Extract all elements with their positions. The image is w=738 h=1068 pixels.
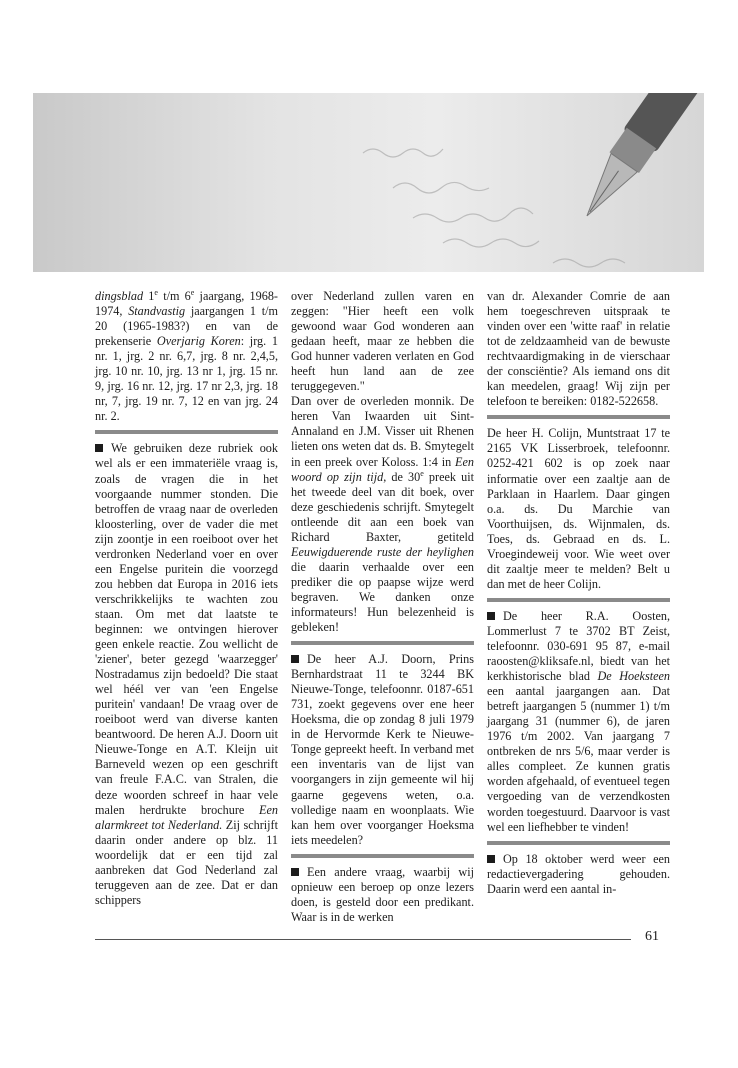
footer-rule bbox=[95, 939, 631, 940]
separator-bar bbox=[487, 841, 670, 845]
italic-title-text: De Hoeksteen bbox=[597, 669, 670, 684]
paragraph-col1-1 bbox=[95, 289, 278, 424]
superscript-text: e bbox=[154, 287, 158, 297]
square-bullet-icon bbox=[291, 655, 299, 663]
body-text: Zij schrijft daarin onder andere op blz. 11 woordelijk dat er een tijd zal aanbreken dat God Nederland zal teruggeven aan de zee. Dat er dan schippers bbox=[95, 817, 278, 907]
body-text: De heer R.A. Oosten, Lommerlust 7 te 3702 BT Zeist, telefoonnr. 030-691 95 87, e-mail raoosten@kliksafe.nl, biedt van het kerkhistorische blad bbox=[487, 608, 670, 684]
square-bullet-icon bbox=[95, 444, 103, 452]
paragraph-col3-4 bbox=[487, 852, 670, 897]
paragraph-col2-4 bbox=[291, 865, 474, 925]
separator-bar bbox=[487, 598, 670, 602]
body-text: Een andere vraag, waarbij wij opnieuw een beroep op onze lezers doen, is gesteld door een predikant. Waar is in de werken bbox=[291, 864, 474, 924]
header-image-fountain-pen bbox=[33, 93, 704, 272]
body-text: van dr. Alexander Comrie de aan hem toegeschreven uitspraak te vinden over een 'witte raaf' in relatie tot de zeldzaamheid van de bewuste rechtvaardigmaking in de vierschaar der consciëntie? Als iemand ons dit kan meedelen, graag! Wij zijn per telefoon te bereiken: 0182-522658. bbox=[487, 289, 670, 409]
square-bullet-icon bbox=[487, 855, 495, 863]
italic-title-text: Overjarig Koren bbox=[156, 334, 241, 349]
separator-bar bbox=[487, 415, 670, 419]
italic-title-text: Eeuwigduerende ruste der heylighen bbox=[291, 544, 474, 559]
body-text: 1 bbox=[143, 289, 155, 303]
body-text: Dan over de overleden monnik. De heren Van Iwaarden uit Sint-Annaland en J.M. Visser uit Rhenen lieten ons weten dat ds. B. Smytegelt in een preek over Koloss. 1:4 in bbox=[291, 394, 474, 469]
body-text: die daarin verhaalde over een prediker die op paapse wijze werd begraven. We danken onze informateurs! Hun belezenheid is gebleken! bbox=[291, 559, 474, 635]
superscript-text: e bbox=[190, 287, 195, 297]
paragraph-col2-3 bbox=[291, 652, 474, 848]
body-text: preek uit het tweede deel van dit boek, over deze geschiedenis schrijft. Smytegelt ontleende dit aan een boek van Richard Baxter, getiteld bbox=[291, 469, 474, 544]
body-text: jaargang, 1968-1974, bbox=[95, 289, 278, 319]
paragraph-col3-3 bbox=[487, 609, 670, 835]
column-3 bbox=[487, 289, 670, 897]
superscript-text: e bbox=[420, 468, 424, 478]
body-text: een aantal jaargangen aan. Dat betreft jaargangen 5 (nummer 1) t/m jaargang 31 (nummer 6), de jaren 1976 t/m 2002. Van jaargang 7 ontbreken de nrs 5/6, maar verder is alles compleet. Ze kunnen gratis worden afgehaald, of eventueel tegen vergoeding van de verzendkosten worden toegestuurd. Daarvoor is vast wel een liefhebber te vinden! bbox=[487, 684, 670, 834]
paragraph-col1-2 bbox=[95, 441, 278, 907]
body-text: : jrg. 1 nr. 1, jrg. 2 nr. 6,7, jrg. 8 nr. 2,4,5, jrg. 10 nr. 10, jrg. 13 nr 1, jrg. 15 nr. 9, jrg. 16 nr. 12, jrg. 17 nr 2,3, jrg. 18 nr, 7, jrg. 19 nr. 7, 12 en van jrg. 24 nr. 2. bbox=[95, 334, 278, 424]
italic-title-text: Een alarmkreet tot Nederland. bbox=[95, 802, 278, 832]
body-text: , de 30 bbox=[383, 469, 421, 484]
body-text: over Nederland zullen varen en zeggen: "Hier heeft een volk gewoond waar God wonderen aan gedaan heeft, maar ze hebben die God hunner vaderen verlaten en God heeft hun land aan de zee teruggegeven." bbox=[291, 289, 474, 394]
paragraph-col2-2 bbox=[291, 394, 474, 635]
body-text: We gebruiken deze rubriek ook wel als er een immateriële vraag is, zoals de vragen die in het voorgaande nummer stonden. Die betroffen de vraag naar de overleden kloosterling, over de vader die met zijn zoontje in een roeiboot over het verdronken Nederland voer en over een Engelse puritein die voorzegd zou hebben dat Europa in 2016 iets verschrikkelijks te wachten zou staan. Om met dat laatste te beginnen: we ontvingen hierover geen enkele reactie. Zou wellicht de 'ziener', beter gezegd 'waarzegger' Nostradamus zijn bedoeld? Die staat wel héél ver van 'een Engelse puritein' vandaan! De vraag over de roeiboot werd van diverse kanten beantwoord. De heren A.J. Doorn uit Nieuwe-Tonge en A.T. Kleijn uit Barneveld wezen op een geschrift van freule F.A.C. van Stralen, die deze woorden schreef in haar vele malen herdrukte brochure bbox=[95, 441, 278, 817]
separator-bar bbox=[291, 854, 474, 858]
body-text: De heer A.J. Doorn, Prins Bernhardstraat 11 te 3244 BK Nieuwe-Tonge, telefoonnr. 0187-651 731, zoekt gegevens over ene heer Hoeksma, die op zondag 8 juli 1979 in de Hervormde Kerk te Nieuwe-Tonge gepreekt heeft. In verband met een inventaris van de lijst van voorgangers in zijn gemeente wil hij gaarne gegevens weten, o.a. volledige naam en woonplaats. Wie kan hem over voorganger Hoeksma iets meedelen? bbox=[291, 652, 474, 847]
page-number: 61 bbox=[645, 929, 659, 944]
paragraph-col2-1 bbox=[291, 289, 474, 394]
square-bullet-icon bbox=[487, 612, 495, 620]
square-bullet-icon bbox=[291, 868, 299, 876]
paragraph-col3-1 bbox=[487, 289, 670, 409]
column-2 bbox=[291, 289, 474, 925]
body-text: t/m 6 bbox=[157, 289, 191, 303]
body-text: Op 18 oktober werd weer een redactievergadering gehouden. Daarin werd een aantal in- bbox=[487, 851, 670, 896]
body-text: De heer H. Colijn, Muntstraat 17 te 2165 VK Lisserbroek, telefoonnr. 0252-421 602 is op zoek naar informatie over een zaaltje aan de Parklaan in Haarlem. Daar gingen o.a. ds. Du Marchie van Voorthuijsen, ds. Wijnmalen, ds. Toes, ds. Gebraad en ds. L. Vroegindeweij voor. Wie weet over dit zaaltje meer te melden? Belt u dan met de heer Colijn. bbox=[487, 426, 670, 591]
paragraph-col3-2 bbox=[487, 426, 670, 592]
column-1 bbox=[95, 289, 278, 908]
body-text: jaargangen 1 t/m 20 (1965-1983?) en van de prekenserie bbox=[95, 304, 278, 349]
italic-title-text: dingsblad bbox=[95, 289, 144, 303]
pen-illustration bbox=[33, 93, 704, 272]
separator-bar bbox=[95, 430, 278, 434]
separator-bar bbox=[291, 641, 474, 645]
italic-title-text: Standvastig bbox=[128, 304, 186, 319]
italic-title-text: Een woord op zijn tijd bbox=[291, 454, 474, 484]
